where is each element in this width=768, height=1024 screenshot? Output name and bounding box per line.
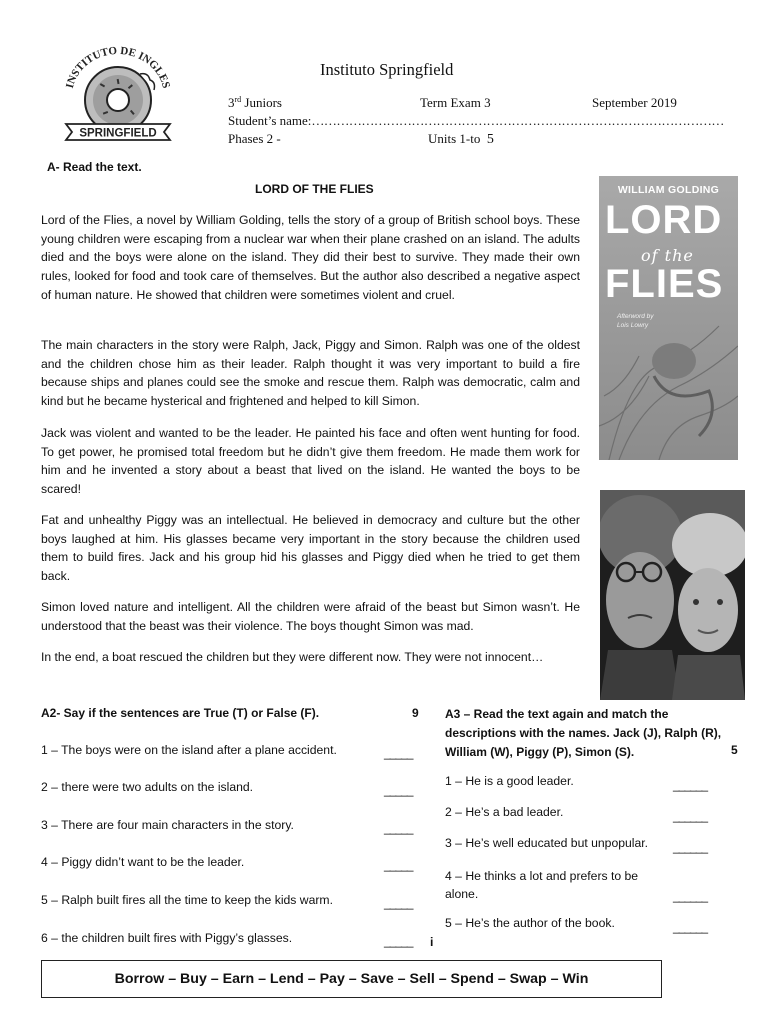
paragraph-3: Jack was violent and wanted to be the leader. He painted his face and often went hunting for food. To get power, he promised total freedom but he didn’t give them freedom. He made them work for him and he invented a story about a beast that lived on the island. He wanted the boys to be scared! — [41, 426, 580, 497]
a3-item-5: 5 – He’s the author of the book. — [445, 916, 615, 930]
a3-item-4: 4 – He thinks a lot and prefers to be alone. — [445, 869, 639, 901]
a3-answer-blank-4[interactable]: ______ — [673, 889, 708, 903]
student-name-field[interactable] — [228, 113, 724, 129]
book-cover-image — [599, 176, 738, 460]
a2-item-5: 5 – Ralph built fires all the time to keep the kids warm. — [41, 893, 333, 907]
a3-answer-blank-2[interactable]: ______ — [673, 809, 708, 823]
phases-label: Phases 2 - — [228, 131, 281, 146]
word-bank-box — [41, 960, 662, 998]
student-name-label: Student’s name: — [228, 113, 312, 128]
a2-answer-blank-1[interactable]: _____ — [384, 746, 413, 760]
a3-answer-blank-1[interactable]: ______ — [673, 778, 708, 792]
a2-item-3: 3 – There are four main characters in the story. — [41, 818, 294, 832]
section-a3-heading: A3 – Read the text again and match the descriptions with the names. Jack (J), Ralph (R), William (W), Piggy (P), Simon (S). — [445, 707, 722, 759]
a2-answer-blank-3[interactable]: _____ — [384, 821, 413, 835]
date-label: September 2019 — [592, 95, 677, 110]
student-name-dots: ……………………………………………………………………………………… — [311, 113, 724, 128]
cover-afterword: Afterword by Lois Lowry — [617, 313, 654, 329]
section-a2-points: 9 — [412, 706, 419, 720]
a3-answer-blank-3[interactable]: ______ — [673, 840, 708, 854]
a3-answer-blank-5[interactable]: ______ — [673, 920, 708, 934]
section-a3-points: 5 — [731, 743, 738, 757]
a2-answer-blank-5[interactable]: _____ — [384, 896, 413, 910]
donut-logo-icon — [58, 46, 178, 152]
logo-banner-text: SPRINGFIELD — [79, 127, 157, 140]
units-label: Units 1-to 5 — [428, 131, 494, 147]
cover-title-flies: FLIES — [605, 262, 724, 306]
cover-title-of-the: of the — [641, 246, 694, 265]
paragraph-4: Fat and unhealthy Piggy was an intellectual. He believed in democracy and culture but the other boys laughed at him. His glasses became very important in the story because the children used them to build fires. Jack and his group hid his glasses and Piggy died when he tried to get them back. — [41, 513, 580, 584]
school-logo — [58, 46, 178, 152]
a3-item-3: 3 – He’s well educated but unpopular. — [445, 836, 649, 850]
term-label: Term Exam 3 — [420, 95, 491, 110]
a2-answer-blank-6[interactable]: _____ — [384, 934, 413, 948]
logo-arc-text: INSTITUTO DE INGLES — [63, 46, 173, 90]
a2-answer-blank-4[interactable]: _____ — [384, 858, 413, 872]
a2-answer-blank-2[interactable]: _____ — [384, 783, 413, 797]
stray-mark: i — [430, 935, 434, 949]
film-still-photo — [600, 490, 745, 700]
a2-item-6: 6 – the children built fires with Piggy’s glasses. — [41, 931, 293, 945]
word-bank-text: Borrow – Buy – Earn – Lend – Pay – Save – Sell – Spend – Swap – Win — [114, 971, 589, 987]
section-a-heading: A- Read the text. — [47, 160, 142, 174]
two-boys-photo-icon — [600, 490, 745, 700]
a2-item-4: 4 – Piggy didn’t want to be the leader. — [41, 855, 245, 869]
section-a2-heading: A2- Say if the sentences are True (T) or False (F). — [41, 706, 320, 720]
school-title: Instituto Springfield — [320, 60, 454, 79]
paragraph-1: Lord of the Flies, a novel by William Golding, tells the story of a group of British school boys. These young children were escaping from a nuclear war when their plane crashed on an island. The adults died and the boys were alone on the island. They did their best to survive. They made their own rules, looked for food and took care of themselves. But the author also described a negative aspect of human nature. He showed that children were sometimes violent and cruel. — [41, 213, 580, 302]
paragraph-6: In the end, a boat rescued the children but they were different now. They were not innocent… — [41, 650, 544, 664]
a2-item-1: 1 – The boys were on the island after a plane accident. — [41, 743, 337, 757]
level-label: 3rd Juniors — [228, 95, 282, 110]
a2-item-2: 2 – there were two adults on the island. — [41, 780, 254, 794]
paragraph-2: The main characters in the story were Ralph, Jack, Piggy and Simon. Ralph was one of the oldest and the children chose him as their leader. Ralph thought it was very important to build a fire because ships and planes could see the smoke and rescue them. Ralph was democratic, calm and kind but he became hysterical and frightened and helped to kill Simon. — [41, 338, 580, 409]
cover-author: WILLIAM GOLDING — [617, 184, 720, 196]
paragraph-5: Simon loved nature and intelligent. All the children were afraid of the beast but Simon wasn’t. He understood that the beast was their violence. The boys thought Simon was mad. — [41, 600, 580, 633]
story-title: LORD OF THE FLIES — [255, 182, 374, 196]
cover-title-lord: LORD — [605, 198, 723, 242]
a3-item-2: 2 – He’s a bad leader. — [445, 805, 564, 819]
a3-item-1: 1 – He is a good leader. — [445, 774, 574, 788]
